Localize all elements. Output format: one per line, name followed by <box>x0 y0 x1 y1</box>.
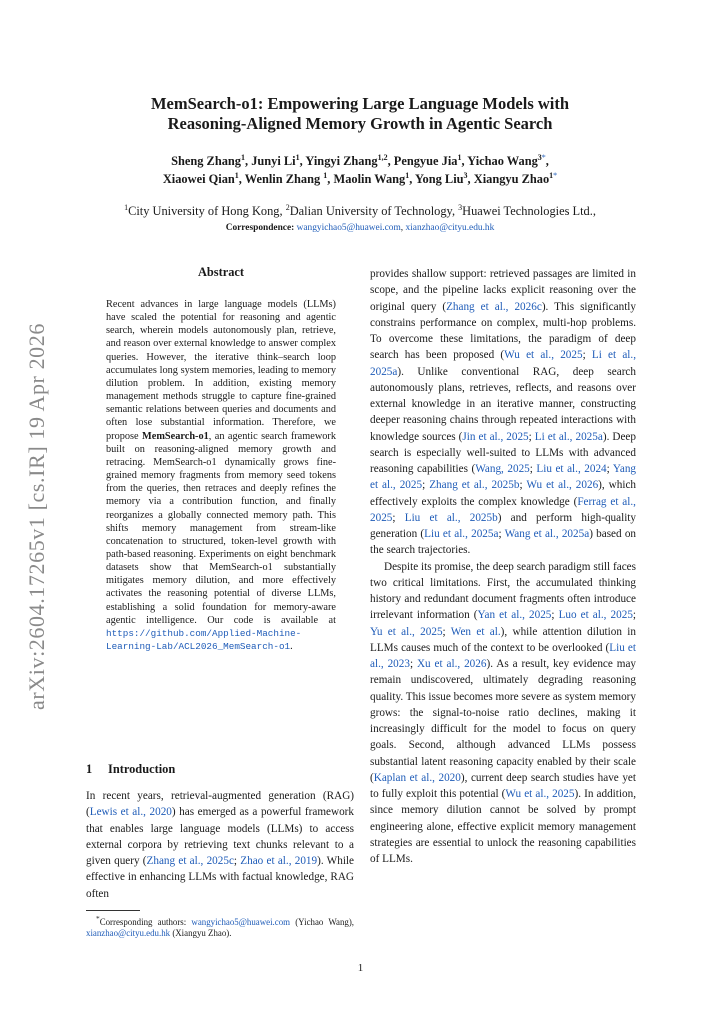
body-text: In recent years, retrieval-augmented generation (RAG) ( <box>86 790 354 819</box>
code-link[interactable]: https://github.com/Applied-Machine-Learning-Lab/ACL2026_MemSearch-o1 <box>106 627 302 653</box>
body-text: ) based on the search trajectories. <box>370 528 637 557</box>
body-text: ). In addition, since memory dilution cannot be solved by prompt engineering alone, effective explicit memory management strategies are essential to unlock the reasoning capabilities of LLMs. <box>370 788 636 865</box>
arxiv-id: arXiv:2604.17265v1 [cs.IR] 19 Apr 2026 <box>24 323 49 710</box>
footnote-text: (Yichao Wang), <box>290 916 354 927</box>
body-text: Despite its promise, the deep search paradigm still faces two critical limitations. First, the accumulated thinking history and redundant document fragments often introduce irrelevant information ( <box>370 560 636 622</box>
method-name: MemSearch-o1 <box>142 430 209 442</box>
affiliation: Dalian University of Technology, <box>289 204 459 218</box>
title-line-2: Reasoning-Aligned Memory Growth in Agentic Search <box>167 114 553 133</box>
author-name: Junyi Li <box>251 154 296 168</box>
body-text: ). Deep search is especially well-suited to LLMs with advanced reasoning capabilities ( <box>370 430 636 475</box>
body-text: ), which effectively exploits the complex knowledge ( <box>370 479 637 508</box>
body-text: ). This significantly constrains performance on complex, multi-hop problems. To overcome these limitations, the paradigm of deep search has been proposed ( <box>370 300 637 362</box>
title-line-1: MemSearch-o1: Empowering Large Language Models with <box>150 94 570 113</box>
author-name: Wenlin Zhang <box>244 172 321 186</box>
separator: ; <box>551 609 559 622</box>
correspondence: Correspondence: wangyichao5@huawei.com, xianzhao@cityu.edu.hk <box>225 223 495 233</box>
section-title: Introduction <box>108 762 176 776</box>
correspondence-label: Correspondence: <box>225 223 295 233</box>
separator: ; <box>528 430 535 443</box>
affil-mark: 3 <box>458 203 463 212</box>
author-line-2: Xiaowei Qian$^1$, Wenlin Zhang $^1$, Maolin Wang$^1$, Yong Liu$^3$, Xiangyu Zhao$^{1*}$ <box>162 171 558 186</box>
separator: ; <box>409 658 417 670</box>
citation-link[interactable]: Liu et al., 2023 <box>370 641 636 670</box>
author-name: Yichao Wang <box>467 154 538 168</box>
citation-link[interactable]: Liu et al., 2024 <box>536 463 607 475</box>
body-text: ) and perform high-quality generation ( <box>370 511 637 540</box>
citation-link[interactable]: Zhang et al., 2025c <box>146 855 234 868</box>
page-number: 1 <box>357 962 364 974</box>
intro-paragraph <box>86 788 354 902</box>
body-text: ), while attention dilution in LLMs causes much of the context to be overlooked ( <box>370 625 636 654</box>
citation-link[interactable]: Zhang et al., 2025b <box>429 479 520 492</box>
paper-title <box>86 94 634 134</box>
footnote <box>86 913 354 940</box>
body-text: ) has emerged as a powerful framework that enables large language models (LLMs) to access external corpora by retrieving text chunks relevant to a given query ( <box>86 806 354 868</box>
body-text: ), current deep search studies have yet to fully exploit this potential ( <box>370 771 636 800</box>
author-name: Sheng Zhang <box>171 154 241 168</box>
email-link[interactable]: wangyichao5@huawei.com <box>191 916 291 927</box>
author-affil-mark: 1 <box>323 171 328 180</box>
separator: ; <box>498 528 505 540</box>
abstract-heading: Abstract <box>197 265 245 279</box>
author-affil-mark: 1 <box>241 153 245 162</box>
citation-link[interactable]: Luo et al., 2025 <box>558 609 633 622</box>
author-affil-mark: 1,2 <box>377 153 388 162</box>
citation-link[interactable]: Li et al., 2025a <box>370 349 636 378</box>
paragraph-2 <box>370 559 636 868</box>
citation-link[interactable]: Ferrag et al., 2025 <box>370 495 636 524</box>
separator: ; <box>392 511 405 524</box>
body-text: ). As a result, key evidence may remain undiscovered, ultimately degrading reasoning quality. This issue becomes more severe as system memory grows: the signal-to-noise ratio declines, making it increasingly difficult for the model to focus on query goals. Second, although advanced LLMs possess substantial latent reasoning capacity enabled by their scale ( <box>370 658 637 784</box>
author-affil-mark: 1 <box>457 153 462 162</box>
abstract-text: , an agentic search framework built on reasoning-aligned memory growth and retracing. MemSearch-o1 dynamically grows fine-grained memory fragments from memory seed tokens from the queries, then retraces and deeply refines the memory via a contribution function, and finally reorganizes a globally connected memory path. This shifts memory management from stream-like concatenation to structured, token-level growth with path-based reasoning. Experiments on eight benchmark datasets show that MemSearch-o1 substantially mitigates memory dilution, and more effectively activates the reasoning potential of diverse LLMs, establishing a solid foundation for memory-aware agentic intelligence. Our code is available at <box>106 430 336 626</box>
citation-link[interactable]: Yan et al., 2025 <box>477 609 552 622</box>
affiliation: City University of Hong Kong, <box>128 204 286 218</box>
author-affil-mark: 1* <box>549 171 558 180</box>
author-name: Maolin Wang <box>333 172 406 186</box>
body-text: ; <box>233 855 241 868</box>
citation-link[interactable]: Zhang et al., 2026c <box>446 300 542 313</box>
citation-link[interactable]: Yu et al., 2025 <box>370 625 443 638</box>
right-column <box>370 266 636 867</box>
affil-mark: 1 <box>124 203 129 212</box>
separator: ; <box>519 479 527 492</box>
citation-link[interactable]: Liu et al., 2025b <box>404 511 498 524</box>
citation-link[interactable]: Wang, 2025 <box>475 463 530 475</box>
citation-link[interactable]: Wang et al., 2025a <box>504 528 590 540</box>
citation-link[interactable]: Zhao et al., 2019 <box>240 855 318 868</box>
abstract-body <box>106 298 336 653</box>
body-text: ). While effective in enhancing LLMs with factual knowledge, RAG often <box>86 855 355 900</box>
section-heading <box>86 762 175 777</box>
author-affil-mark: 3 <box>463 171 468 180</box>
separator: ; <box>632 609 637 622</box>
abstract-text: Recent advances in large language models (LLMs) have scaled the potential for reasoning and agentic search, wherein models autonomously plan, retrieve, and reason over external knowledge to answer complex queries. However, the iterative think–search loop accumulates long system memories, leading to memory dilution problem. In addition, existing memory management methods struggle to capture fine-grained semantic relations between queries and documents and often lose substantial information. Therefore, we propose <box>106 299 336 442</box>
email-link[interactable]: wangyichao5@huawei.com <box>296 223 401 233</box>
affiliation: Huawei Technologies Ltd., <box>462 204 596 218</box>
separator: ; <box>582 349 592 362</box>
author-name: Yingyi Zhang <box>305 154 378 168</box>
citation-link[interactable]: Yang et al., 2025 <box>370 463 637 492</box>
author-affil-mark: 1 <box>405 171 410 180</box>
footnote-mark: * <box>96 914 100 923</box>
citation-link[interactable]: Xu et al., 2026 <box>416 658 487 670</box>
author-affil-mark: 1 <box>234 171 239 180</box>
author-name: Xiangyu Zhao <box>473 172 550 186</box>
author-list <box>86 152 634 188</box>
citation-link[interactable]: Wen et al. <box>450 625 501 638</box>
citation-link[interactable]: Li et al., 2025a <box>534 430 603 443</box>
author-line-1: Sheng Zhang$^1$, Junyi Li$^1$, Yingyi Zhang$^{1,2}$, Pengyue Jia$^1$, Yichao Wang$^{3*}$, <box>171 153 549 168</box>
author-name: Xiaowei Qian <box>162 172 235 186</box>
author-name: Yong Liu <box>414 172 464 186</box>
section-number: 1 <box>86 762 93 776</box>
body-text: provides shallow support: retrieved passages are limited in scope, and the pipeline lacks explicit reasoning over the original query ( <box>370 268 636 313</box>
corresponding-star-link[interactable]: * <box>553 171 558 180</box>
body-text: ). Unlike conventional RAG, deep search autonomously plans, retrieves, reflects, and reasons over external knowledge in an iterative manner, constructing deeper reasoning chains through repeated interactions with knowledge sources ( <box>370 365 636 443</box>
citation-link[interactable]: Liu et al., 2025a <box>424 528 499 540</box>
email-link[interactable]: xianzhao@cityu.edu.hk <box>86 928 171 939</box>
affiliations <box>60 203 660 219</box>
abstract-text: . <box>290 641 293 653</box>
citation-link[interactable]: Wu et al., 2026 <box>526 479 599 492</box>
citation-link[interactable]: Jin et al., 2025 <box>462 430 529 443</box>
separator: ; <box>442 625 451 638</box>
corresponding-star-link[interactable]: * <box>541 153 546 162</box>
citation-link[interactable]: Kaplan et al., 2020 <box>373 771 461 784</box>
email-link[interactable]: xianzhao@cityu.edu.hk <box>405 223 495 233</box>
separator: ; <box>422 479 430 492</box>
separator: ; <box>529 463 537 475</box>
arxiv-stamp <box>14 300 54 720</box>
footnote-text: Corresponding authors: <box>99 916 192 927</box>
author-name: Pengyue Jia <box>393 154 458 168</box>
footnote-text: (Xiangyu Zhao). <box>170 928 232 939</box>
citation-link[interactable]: Wu et al., 2025 <box>504 349 583 362</box>
citation-link[interactable]: Wu et al., 2025 <box>505 788 575 800</box>
paragraph-1 <box>370 266 636 559</box>
author-affil-mark: 3* <box>537 153 546 162</box>
separator: ; <box>606 463 613 475</box>
footnote-rule <box>86 910 140 911</box>
affil-mark: 2 <box>285 203 290 212</box>
author-affil-mark: 1 <box>295 153 300 162</box>
citation-link[interactable]: Lewis et al., 2020 <box>89 806 172 819</box>
